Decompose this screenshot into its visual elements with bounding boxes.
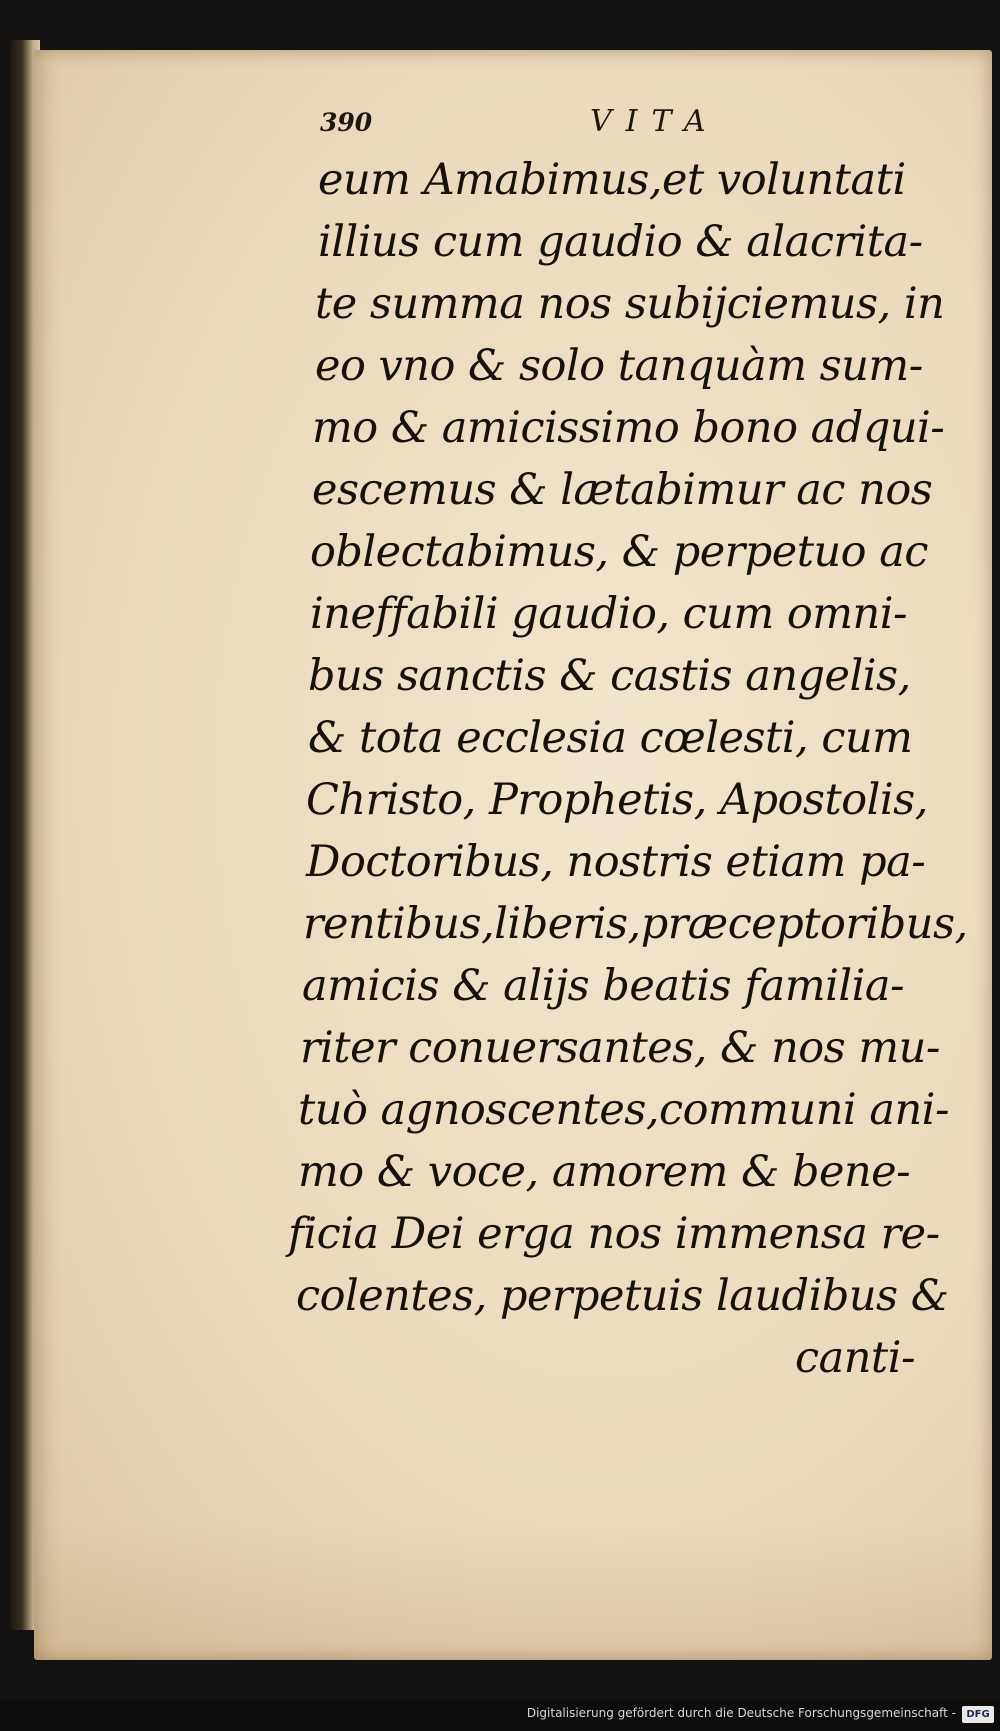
text-line: Christo, Prophetis, Apostolis, [306, 775, 928, 825]
footer-strip [0, 1700, 1000, 1731]
text-line: ineffabili gaudio, cum omni- [310, 589, 908, 639]
page-number: 390 [320, 108, 373, 137]
digitization-credit: Digitalisierung gefördert durch die Deutsche Forschungsgemeinschaft - [526, 1706, 956, 1720]
dfg-logo: DFG [962, 1706, 994, 1723]
text-line: illius cum gaudio & alacrita- [318, 217, 923, 267]
text-line: escemus & lætabimur ac nos [312, 465, 933, 515]
text-line: mo & amicissimo bono adqui- [312, 403, 945, 453]
text-line: oblectabimus, & perpetuo ac [310, 527, 928, 577]
text-line: eo vno & solo tanquàm sum- [315, 341, 923, 391]
page-header [0, 100, 1000, 140]
running-head: VITA [590, 104, 720, 139]
text-line: amicis & alijs beatis familia- [302, 961, 905, 1011]
text-line: & tota ecclesia cœlesti, cum [308, 713, 913, 763]
text-line: tuò agnoscentes,communi ani- [298, 1085, 949, 1135]
text-line: ficia Dei erga nos immensa re- [288, 1209, 940, 1259]
text-line: colentes, perpetuis laudibus & [296, 1271, 949, 1321]
text-line: rentibus,liberis,præceptoribus, [303, 899, 968, 949]
text-line: eum Amabimus,et voluntati [318, 155, 906, 205]
text-line: te summa nos subijciemus, in [315, 279, 945, 329]
text-line: riter conuersantes, & nos mu- [300, 1023, 940, 1073]
text-line: mo & voce, amorem & bene- [298, 1147, 911, 1197]
text-line: bus sanctis & castis angelis, [308, 651, 911, 701]
text-line: Doctoribus, nostris etiam pa- [306, 837, 926, 887]
catchword: canti- [795, 1333, 915, 1383]
